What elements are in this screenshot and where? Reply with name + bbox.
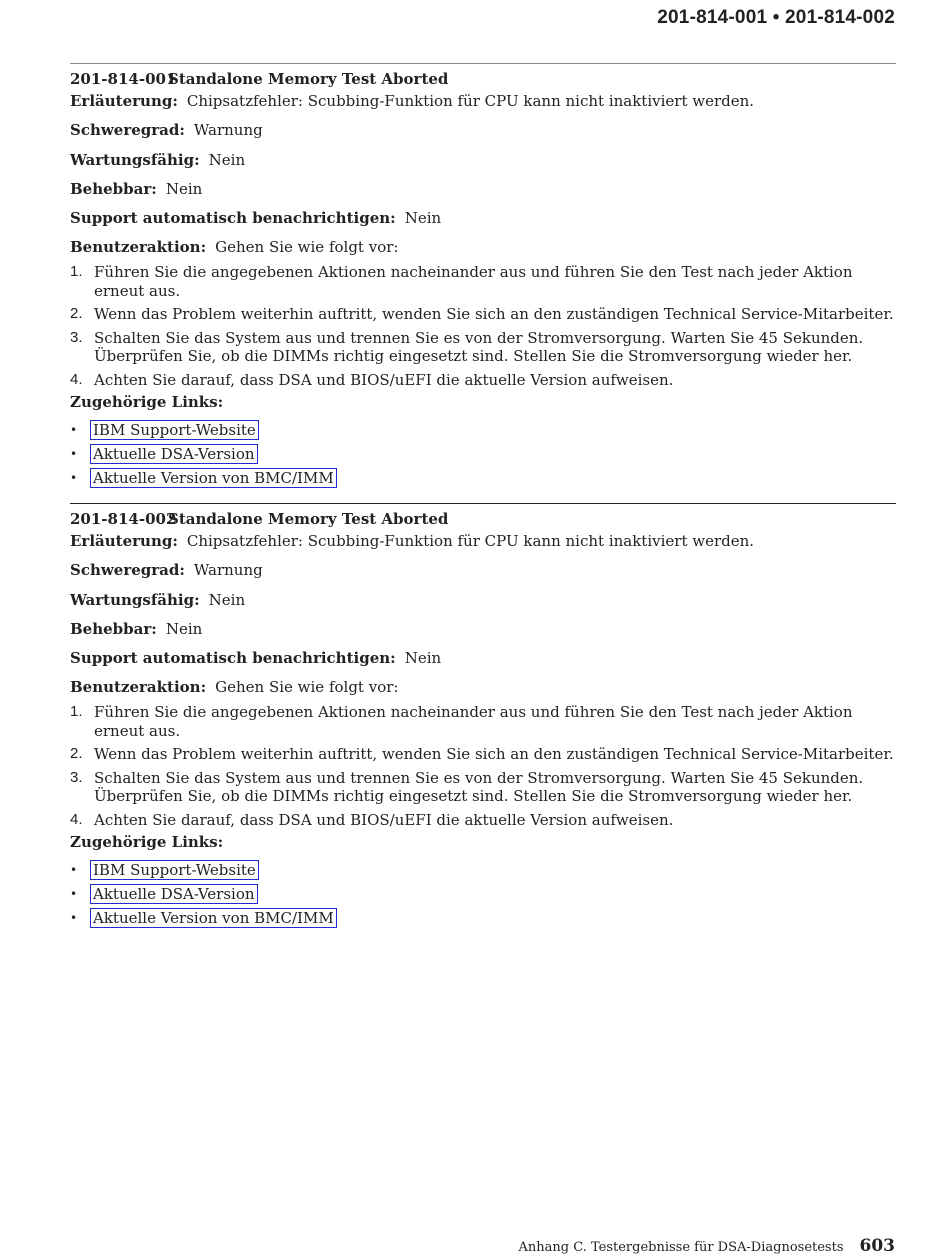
related-links-list [70,858,896,930]
action-step [70,329,896,366]
severity-label: Schweregrad: [70,561,185,580]
related-links-list [70,418,896,490]
message-section-201-814-002 [70,503,896,930]
explanation-label: Erläuterung: [70,532,178,550]
message-title: Standalone Memory Test Aborted [168,70,449,88]
serviceable-value: Nein [208,150,246,169]
step-number: 3. [70,328,83,346]
auto-notify-row [70,650,896,679]
action-step [70,263,896,300]
message-title: Standalone Memory Test Aborted [168,510,449,528]
user-action-value: Gehen Sie wie folgt vor: [215,678,399,697]
related-link-item [70,466,896,490]
message-code: 201-814-002 [70,510,177,528]
action-step [70,769,896,806]
related-link-item [70,858,896,882]
step-text: Schalten Sie das System aus und trennen Sie es von der Stromversorgung. Warten Sie 45 Sekunden. Überprüfen Sie, ob die DIMMs richtig eingesetzt sind. Stellen Sie die Stromversorgung wieder her. [94,768,864,806]
recoverable-label: Behebbar: [70,619,157,638]
section-divider [70,63,896,64]
explanation-row [70,93,896,122]
step-number: 4. [70,810,83,828]
step-number: 1. [70,263,83,281]
action-step [70,811,896,830]
section-heading [70,71,896,93]
user-action-row [70,679,896,703]
footer-chapter-title: Anhang C. Testergebnisse für DSA-Diagnosetests [518,1240,844,1255]
message-section-201-814-001 [70,63,896,490]
section-heading [70,511,896,533]
dsa-version-link[interactable]: Aktuelle DSA-Version [90,444,258,464]
related-link-item [70,882,896,906]
step-text: Achten Sie darauf, dass DSA und BIOS/uEFI die aktuelle Version aufweisen. [94,810,674,829]
serviceable-value: Nein [208,590,246,609]
severity-row [70,562,896,591]
user-action-row [70,239,896,263]
action-steps-list [70,263,896,389]
related-link-item [70,418,896,442]
auto-notify-value: Nein [404,649,442,668]
recoverable-value: Nein [165,179,203,198]
related-link-item [70,442,896,466]
auto-notify-label: Support automatisch benachrichtigen: [70,209,396,228]
step-text: Wenn das Problem weiterhin auftritt, wenden Sie sich an den zuständigen Technical Service-Mitarbeiter. [94,305,894,324]
bmc-imm-version-link[interactable]: Aktuelle Version von BMC/IMM [90,908,337,928]
section-divider [70,503,896,504]
severity-value: Warnung [193,121,263,140]
user-action-value: Gehen Sie wie folgt vor: [215,238,399,257]
step-text: Wenn das Problem weiterhin auftritt, wenden Sie sich an den zuständigen Technical Service-Mitarbeiter. [94,745,894,764]
step-text: Führen Sie die angegebenen Aktionen nacheinander aus und führen Sie den Test nach jeder Aktion erneut aus. [94,703,853,740]
action-steps-list [70,703,896,829]
explanation-row [70,533,896,562]
ibm-support-website-link[interactable]: IBM Support-Website [90,420,259,440]
recoverable-row [70,181,896,210]
serviceable-label: Wartungsfähig: [70,150,200,169]
auto-notify-label: Support automatisch benachrichtigen: [70,649,396,668]
step-text: Führen Sie die angegebenen Aktionen nacheinander aus und führen Sie den Test nach jeder Aktion erneut aus. [94,263,853,300]
user-action-label: Benutzeraktion: [70,678,207,697]
auto-notify-row [70,210,896,239]
related-links-label: Zugehörige Links: [70,833,224,852]
explanation-value: Chipsatzfehler: Scubbing-Funktion für CPU kann nicht inaktiviert werden. [186,532,755,550]
recoverable-row [70,621,896,650]
bullet-icon: • [70,423,78,438]
severity-label: Schweregrad: [70,121,185,140]
step-text: Achten Sie darauf, dass DSA und BIOS/uEFI die aktuelle Version aufweisen. [94,370,674,389]
ibm-support-website-link[interactable]: IBM Support-Website [90,860,259,880]
related-link-item [70,906,896,930]
severity-value: Warnung [193,561,263,580]
page-number: 603 [859,1236,895,1256]
serviceable-label: Wartungsfähig: [70,590,200,609]
dsa-version-link[interactable]: Aktuelle DSA-Version [90,884,258,904]
explanation-value: Chipsatzfehler: Scubbing-Funktion für CPU kann nicht inaktiviert werden. [186,92,755,110]
bmc-imm-version-link[interactable]: Aktuelle Version von BMC/IMM [90,468,337,488]
message-code: 201-814-001 [70,70,177,88]
action-step [70,703,896,740]
step-number: 2. [70,745,83,763]
serviceable-row [70,592,896,621]
recoverable-value: Nein [165,619,203,638]
serviceable-row [70,152,896,181]
bullet-icon: • [70,863,78,878]
action-step [70,745,896,764]
page-footer [519,1236,896,1256]
auto-notify-value: Nein [404,209,442,228]
bullet-icon: • [70,887,78,902]
action-step [70,305,896,324]
bullet-icon: • [70,447,78,462]
explanation-label: Erläuterung: [70,92,178,110]
severity-row [70,122,896,151]
page-header-title: 201-814-001 • 201-814-002 [657,7,895,28]
bullet-icon: • [70,911,78,926]
recoverable-label: Behebbar: [70,179,157,198]
action-step [70,371,896,390]
step-number: 3. [70,768,83,786]
user-action-label: Benutzeraktion: [70,238,207,257]
related-links-label: Zugehörige Links: [70,393,224,412]
step-number: 1. [70,703,83,721]
step-number: 2. [70,305,83,323]
bullet-icon: • [70,471,78,486]
step-text: Schalten Sie das System aus und trennen Sie es von der Stromversorgung. Warten Sie 45 Sekunden. Überprüfen Sie, ob die DIMMs richtig eingesetzt sind. Stellen Sie die Stromversorgung wieder her. [94,328,864,366]
step-number: 4. [70,370,83,388]
